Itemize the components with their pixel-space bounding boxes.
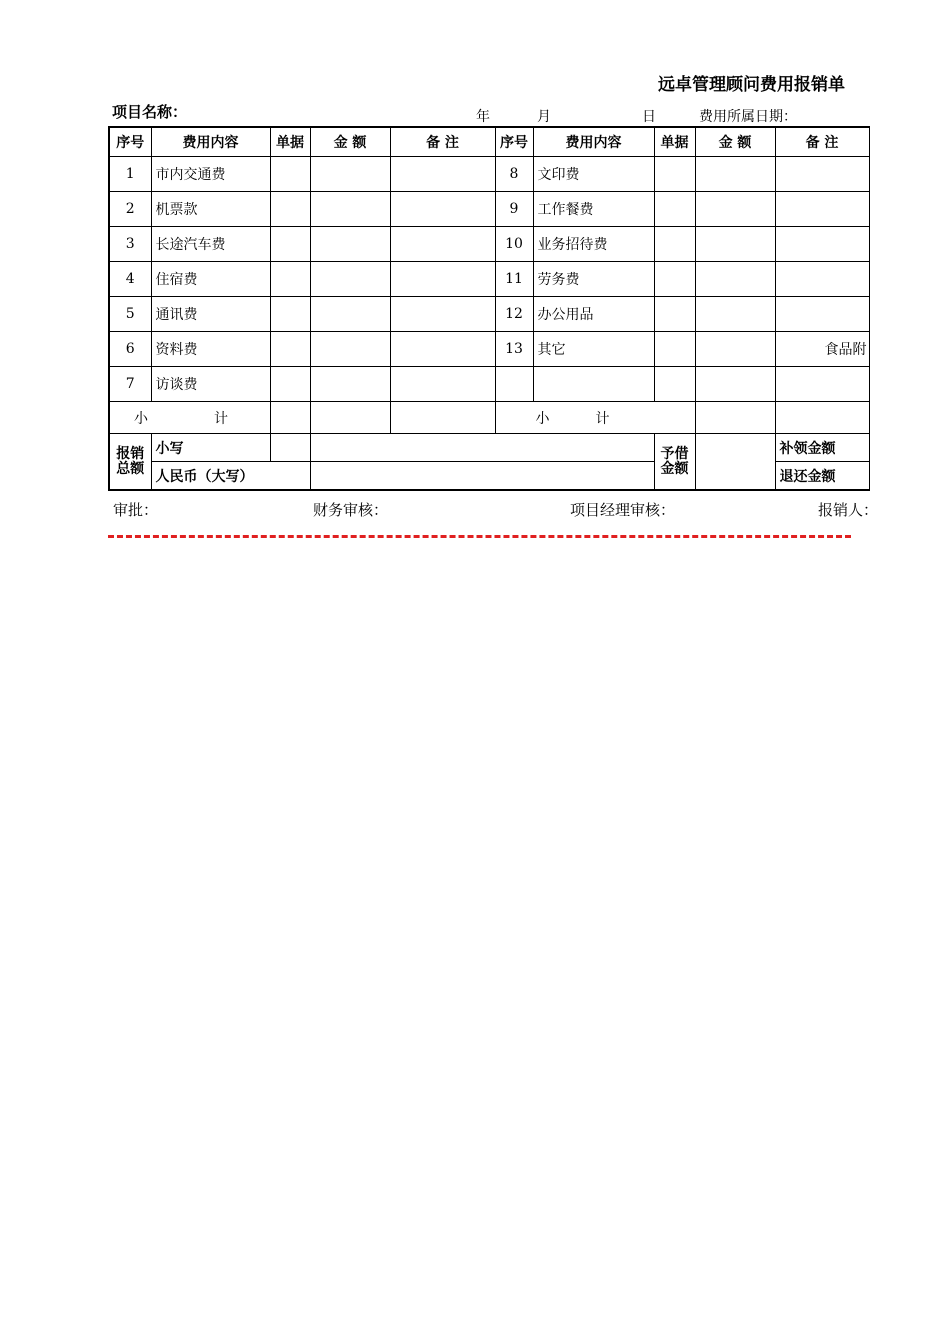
subtotal-remark-left[interactable] [390,402,495,434]
subtotal-amount-right[interactable] [695,402,775,434]
day-label: 日 [642,109,656,125]
item-name: 长途汽车费 [151,227,270,262]
item-name: 工作餐费 [533,192,654,227]
receipt-cell[interactable] [654,192,695,227]
item-no: 2 [109,192,151,227]
receipt-cell[interactable] [654,332,695,367]
item-no: 13 [495,332,533,367]
project-name-label: 项目名称： [112,103,188,121]
amount-cell[interactable] [695,192,775,227]
item-name: 文印费 [533,157,654,192]
receipt-cell[interactable] [270,157,310,192]
item-name: 访谈费 [151,367,270,402]
total-row-small [109,434,869,462]
remark-cell[interactable] [390,157,495,192]
subtotal-char-a: 小 [134,410,148,427]
header-content: 费用内容 [151,127,270,157]
receipt-cell[interactable] [270,262,310,297]
remark-cell[interactable] [390,192,495,227]
remark-cell[interactable]: 食品附 [775,332,869,367]
advance-amount-field[interactable] [695,434,775,491]
small-amount-field[interactable] [270,434,310,462]
form-title: 远卓管理顾问费用报销单 [658,75,845,95]
amount-cell[interactable] [310,332,390,367]
subtotal-row [109,402,869,434]
item-name: 资料费 [151,332,270,367]
receipt-cell[interactable] [270,367,310,402]
rmb-uppercase-field[interactable] [310,462,654,491]
item-name [533,367,654,402]
total-label-line1: 报销 [116,445,145,462]
advance-label-line2: 金额 [660,460,689,477]
table-row [109,367,869,402]
item-no: 5 [109,297,151,332]
item-no: 4 [109,262,151,297]
item-name: 通讯费 [151,297,270,332]
item-no [495,367,533,402]
amount-cell[interactable] [695,332,775,367]
amount-cell[interactable] [695,157,775,192]
amount-cell[interactable] [310,157,390,192]
remark-cell[interactable] [390,262,495,297]
remark-cell[interactable] [390,227,495,262]
item-name: 其它 [533,332,654,367]
table-header-row [109,127,869,157]
item-no: 6 [109,332,151,367]
supplement-amount-label: 补领金额 [775,434,869,462]
header-remark-right: 备 注 [775,127,869,157]
total-label-line2: 总额 [116,460,145,477]
receipt-cell[interactable] [654,367,695,402]
table-row [109,262,869,297]
amount-cell[interactable] [695,367,775,402]
month-label: 月 [537,109,551,125]
remark-cell[interactable] [775,297,869,332]
table-row [109,332,869,367]
table-row [109,192,869,227]
amount-cell[interactable] [695,297,775,332]
item-name: 市内交通费 [151,157,270,192]
small-amount-label: 小写 [151,434,270,462]
header-amount-right: 金 额 [695,127,775,157]
advance-label [654,434,695,491]
item-no: 8 [495,157,533,192]
header-receipt-right: 单据 [654,127,695,157]
pm-review-label: 项目经理审核： [570,501,676,519]
year-label: 年 [476,109,490,125]
header-receipt: 单据 [270,127,310,157]
small-amount-value[interactable] [310,434,654,462]
subtotal-receipt-left[interactable] [270,402,310,434]
header-no-right: 序号 [495,127,533,157]
item-name: 办公用品 [533,297,654,332]
amount-cell[interactable] [695,227,775,262]
item-name: 机票款 [151,192,270,227]
expense-period-label: 费用所属日期： [699,109,797,125]
header-remark: 备 注 [390,127,495,157]
item-no: 9 [495,192,533,227]
claimant-label: 报销人： [818,501,879,519]
total-label [109,434,151,491]
finance-review-label: 财务审核： [313,501,389,519]
item-no: 7 [109,367,151,402]
header-no: 序号 [109,127,151,157]
subtotal-label-right [495,402,695,434]
item-name: 业务招待费 [533,227,654,262]
subtotal-amount-left[interactable] [310,402,390,434]
cut-line [108,535,851,538]
receipt-cell[interactable] [654,227,695,262]
table-row [109,157,869,192]
remark-cell[interactable] [775,227,869,262]
item-no: 10 [495,227,533,262]
approval-label: 审批： [113,501,159,519]
receipt-cell[interactable] [654,297,695,332]
receipt-cell[interactable] [654,262,695,297]
receipt-cell[interactable] [654,157,695,192]
item-name: 住宿费 [151,262,270,297]
amount-cell[interactable] [310,297,390,332]
table-row [109,227,869,262]
receipt-cell[interactable] [270,297,310,332]
table-row [109,297,869,332]
subtotal-char-b: 计 [214,410,228,427]
rmb-uppercase-label: 人民币（大写） [151,462,310,491]
header-amount: 金 额 [310,127,390,157]
amount-cell[interactable] [310,192,390,227]
subtotal-char-b: 计 [595,410,610,427]
advance-label-line1: 予借 [660,445,689,462]
header-content-right: 费用内容 [533,127,654,157]
receipt-cell[interactable] [270,192,310,227]
amount-cell[interactable] [310,227,390,262]
amount-cell[interactable] [310,262,390,297]
item-name: 劳务费 [533,262,654,297]
remark-cell[interactable] [775,367,869,402]
subtotal-remark-right[interactable] [775,402,869,434]
item-no: 12 [495,297,533,332]
subtotal-label-left [109,402,270,434]
item-no: 11 [495,262,533,297]
receipt-cell[interactable] [270,227,310,262]
refund-amount-label: 退还金额 [775,462,869,491]
subtotal-char-a: 小 [535,410,550,427]
remark-cell[interactable] [390,367,495,402]
receipt-cell[interactable] [270,332,310,367]
amount-cell[interactable] [310,367,390,402]
remark-cell[interactable] [390,297,495,332]
expense-table [108,126,870,491]
item-no: 3 [109,227,151,262]
remark-cell[interactable] [775,157,869,192]
amount-cell[interactable] [695,262,775,297]
remark-cell[interactable] [775,192,869,227]
remark-cell[interactable] [390,332,495,367]
item-no: 1 [109,157,151,192]
remark-cell[interactable] [775,262,869,297]
